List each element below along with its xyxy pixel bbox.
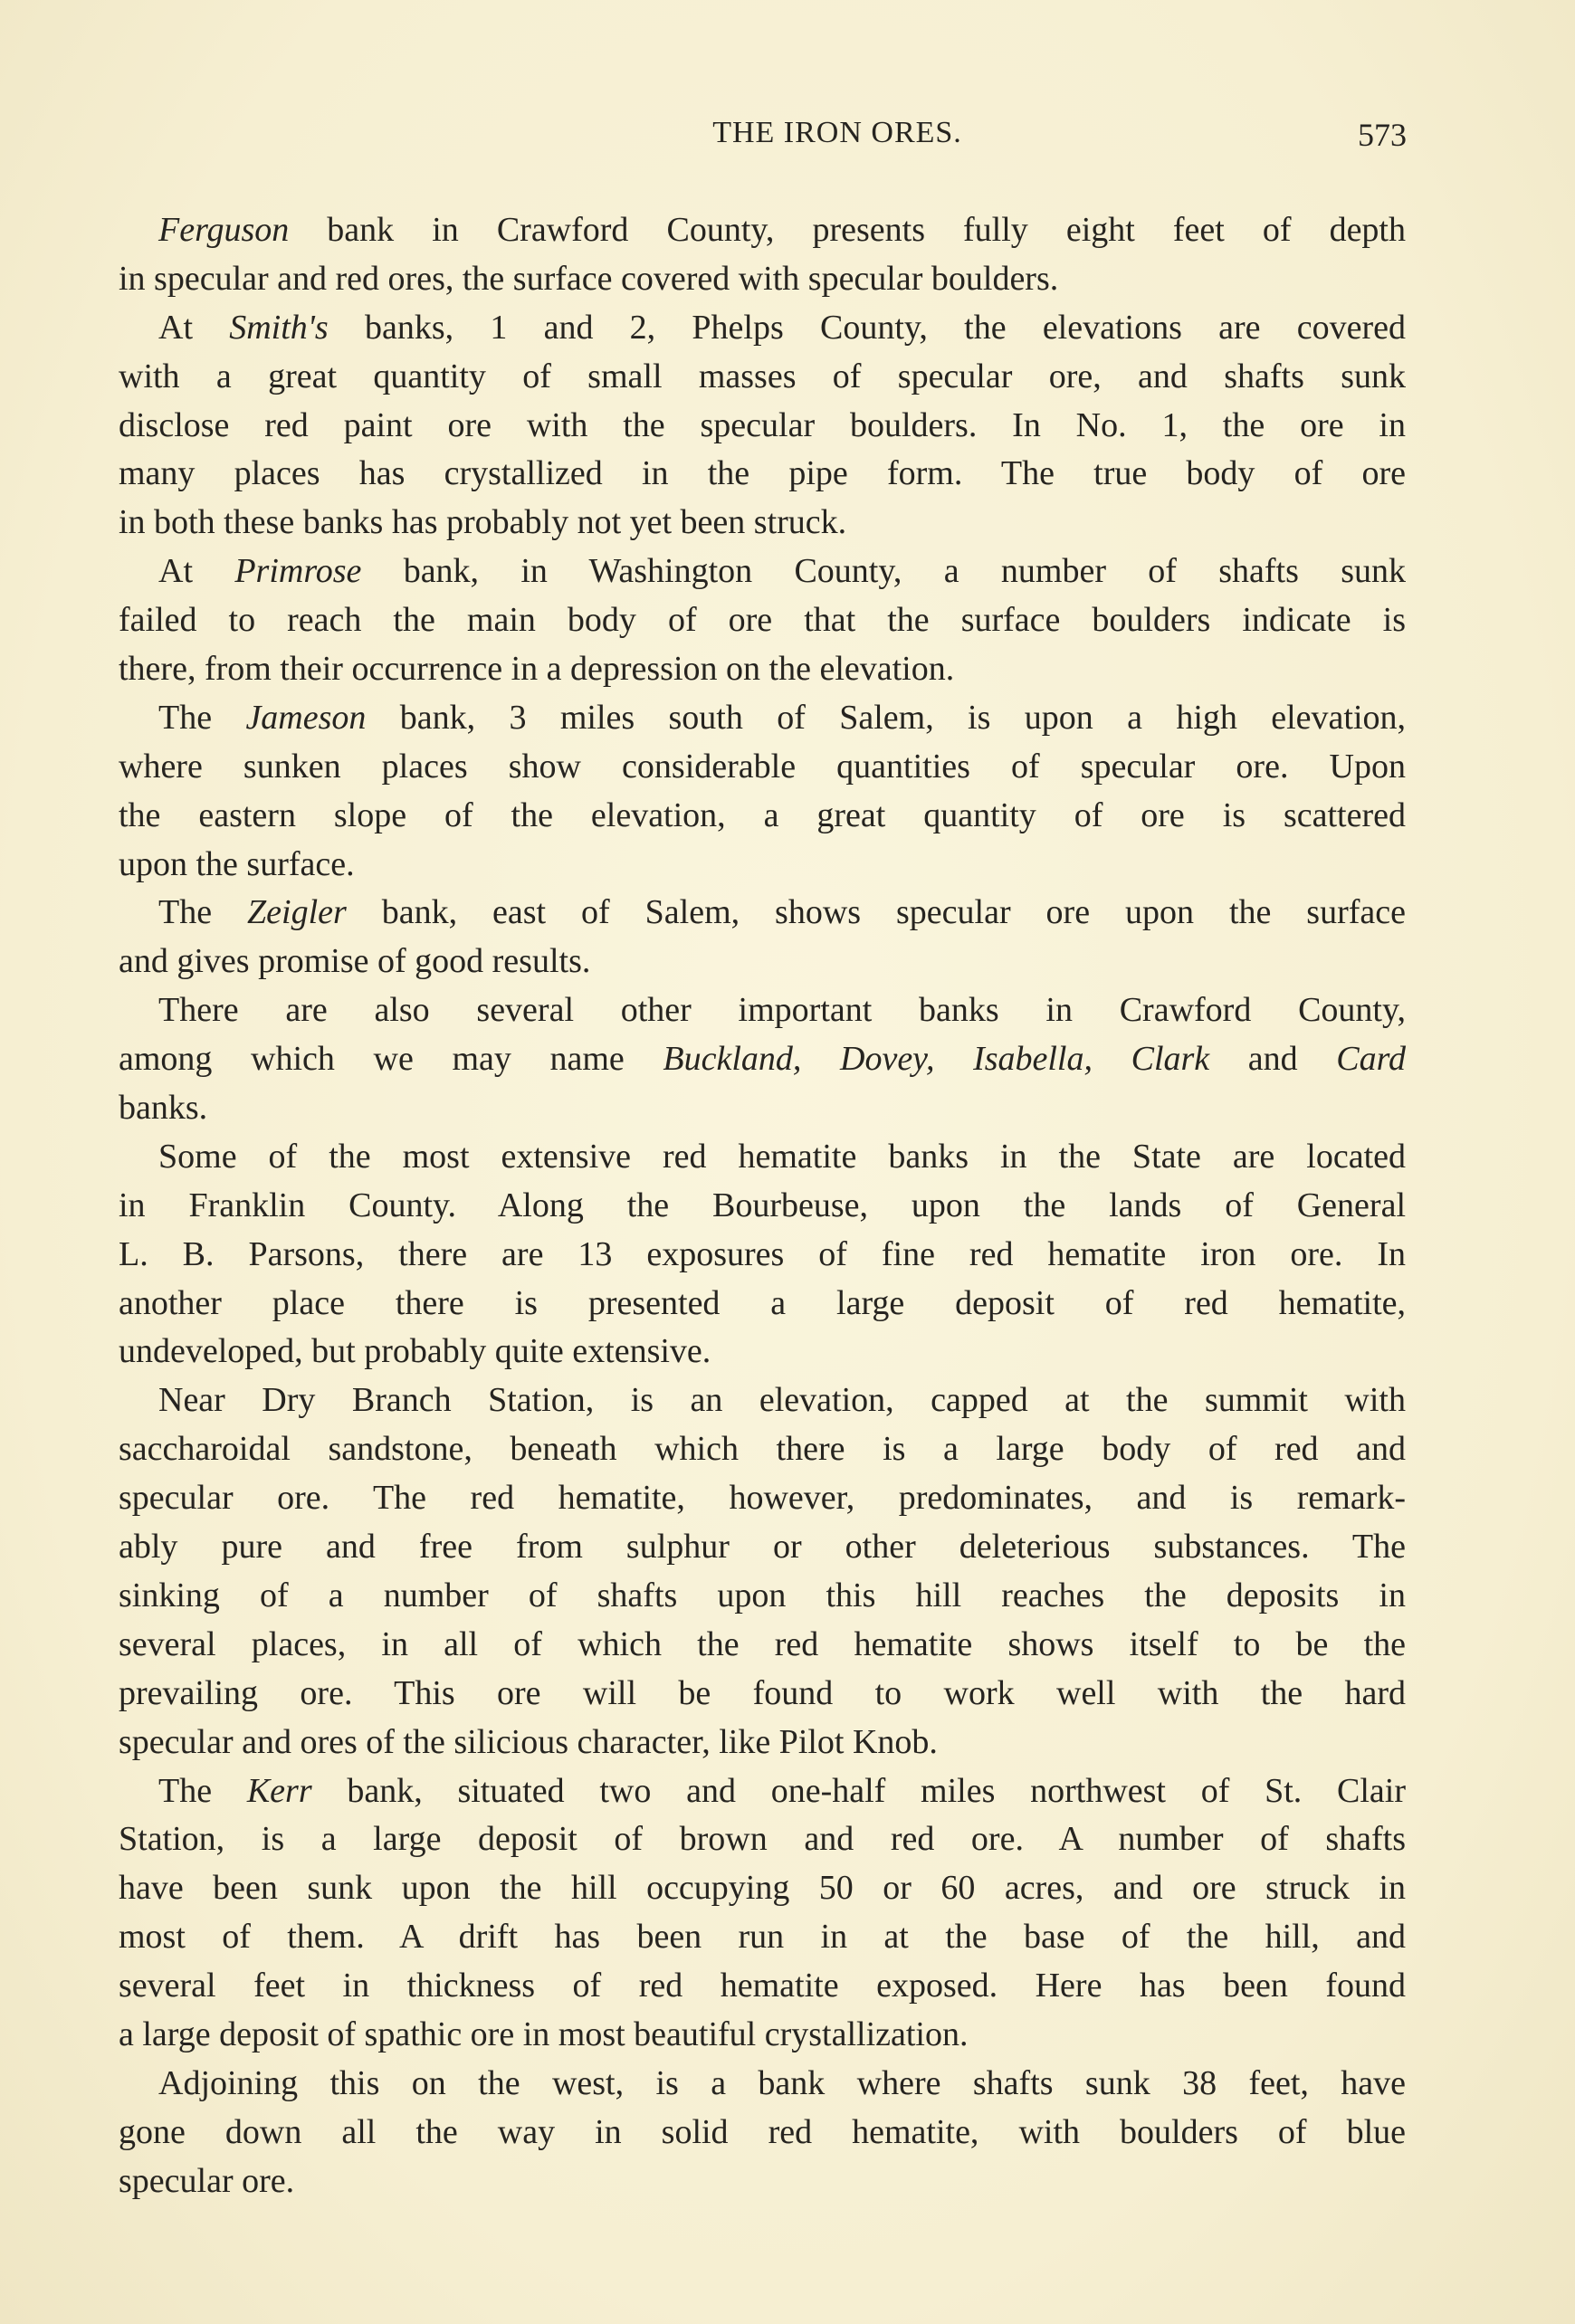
text-line	[119, 2060, 1406, 2109]
text-line	[119, 255, 1406, 304]
text-segment: banks, 1 and 2, Phelps County, the elevations are covered	[328, 308, 1406, 347]
text-line	[119, 1621, 1406, 1670]
text-line	[119, 1376, 1406, 1425]
body-text	[119, 206, 1406, 2206]
text-segment: many places has crystallized in the pipe form. The true body of ore	[119, 454, 1406, 493]
text-line	[119, 402, 1406, 451]
text-segment: disclose red paint ore with the specular boulders. In No. 1, the ore in	[119, 405, 1406, 444]
text-segment: bank, in Washington County, a number of shafts sunk	[361, 552, 1407, 591]
text-segment: another place there is presented a large deposit of red hematite,	[119, 1283, 1406, 1322]
text-segment: Near Dry Branch Station, is an elevation, capped at the summit with	[158, 1381, 1406, 1420]
text-segment: a large deposit of spathic ore in most beautiful crystallization.	[119, 2014, 969, 2053]
text-segment: At	[158, 552, 235, 591]
text-line	[119, 694, 1406, 743]
text-segment: where sunken places show considerable quantities of specular ore. Upon	[119, 747, 1406, 786]
text-segment: have been sunk upon the hill occupying 50 or 60 acres, and ore struck in	[119, 1869, 1406, 1908]
text-line	[119, 1474, 1406, 1523]
text-segment: upon the surface.	[119, 844, 355, 883]
text-line	[119, 1815, 1406, 1864]
running-head-title: THE IRON ORES.	[712, 116, 962, 149]
text-line	[119, 2109, 1406, 2157]
text-line	[119, 1084, 1406, 1133]
text-segment: failed to reach the main body of ore that the surface boulders indicate is	[119, 601, 1406, 640]
text-segment: Adjoining this on the west, is a bank where shafts sunk 38 feet, have	[158, 2063, 1406, 2102]
italic-text: Kerr	[246, 1771, 312, 1810]
text-segment: The	[158, 893, 248, 932]
text-line	[119, 1719, 1406, 1767]
text-segment: several feet in thickness of red hematite exposed. Here has been found	[119, 1967, 1406, 2005]
text-segment: several places, in all of which the red hematite shows itself to be the	[119, 1624, 1406, 1663]
text-line	[119, 596, 1406, 645]
text-segment: The	[158, 1771, 247, 1810]
text-line	[119, 1035, 1406, 1084]
italic-text: Smith's	[229, 308, 329, 347]
paragraph	[119, 206, 1406, 304]
text-segment: and gives promise of good results.	[119, 942, 591, 981]
text-segment: Station, is a large deposit of brown and red ore. A number of shafts	[119, 1820, 1406, 1859]
text-line	[119, 986, 1406, 1035]
text-segment: saccharoidal sandstone, beneath which there is a large body of red and	[119, 1430, 1406, 1469]
italic-text: Zeigler	[247, 893, 347, 932]
text-line	[119, 1523, 1406, 1572]
text-line	[119, 1231, 1406, 1280]
text-line	[119, 2157, 1406, 2206]
text-segment: banks.	[119, 1089, 208, 1128]
text-segment: bank, east of Salem, shows specular ore upon the surface	[346, 893, 1406, 932]
text-line	[119, 1425, 1406, 1474]
running-head	[0, 116, 1575, 161]
paragraph	[119, 1767, 1406, 2060]
text-segment: The	[158, 698, 246, 737]
text-segment: specular and ores of the silicious character, like Pilot Knob.	[119, 1722, 938, 1761]
italic-text: Primrose	[234, 552, 362, 591]
text-line	[119, 1133, 1406, 1182]
text-line	[119, 1182, 1406, 1231]
paragraph	[119, 548, 1406, 694]
text-line	[119, 938, 1406, 986]
text-segment: in Franklin County. Along the Bourbeuse, upon the lands of General	[119, 1186, 1406, 1224]
italic-text: Card	[1336, 1040, 1407, 1079]
text-segment: sinking of a number of shafts upon this hill reaches the deposits in	[119, 1576, 1406, 1614]
text-line	[119, 889, 1406, 938]
text-line	[119, 645, 1406, 694]
paragraph	[119, 889, 1406, 986]
text-line	[119, 2011, 1406, 2060]
paragraph	[119, 986, 1406, 1133]
text-segment: specular ore.	[119, 2161, 295, 2200]
text-segment: undeveloped, but probably quite extensive.	[119, 1332, 711, 1371]
text-segment: There are also several other important banks in Crawford County,	[158, 991, 1406, 1030]
text-segment: bank in Crawford County, presents fully eight feet of depth	[289, 211, 1406, 249]
text-segment: prevailing ore. This ore will be found to work well with the hard	[119, 1673, 1406, 1712]
paragraph	[119, 694, 1406, 890]
text-segment: in specular and red ores, the surface covered with specular boulders.	[119, 259, 1059, 298]
text-segment: At	[158, 308, 230, 347]
text-segment: Some of the most extensive red hematite banks in the State are located	[158, 1137, 1406, 1176]
text-segment: bank, situated two and one-half miles northwest of St. Clair	[311, 1771, 1406, 1810]
text-segment: and	[1209, 1040, 1337, 1079]
text-segment: specular ore. The red hematite, however, predominates, and is remark-	[119, 1479, 1406, 1518]
paragraph	[119, 2060, 1406, 2206]
text-line	[119, 792, 1406, 841]
text-line	[119, 1328, 1406, 1376]
text-segment: bank, 3 miles south of Salem, is upon a high elevation,	[366, 698, 1407, 737]
text-line	[119, 1572, 1406, 1621]
text-segment: the eastern slope of the elevation, a great quantity of ore is scattered	[119, 795, 1406, 834]
text-segment: most of them. A drift has been run in at the base of the hill, and	[119, 1918, 1406, 1957]
text-line	[119, 353, 1406, 402]
text-segment: with a great quantity of small masses of specular ore, and shafts sunk	[119, 357, 1406, 395]
text-line	[119, 450, 1406, 499]
text-line	[119, 1962, 1406, 2011]
italic-text: Buckland, Dovey, Isabella, Clark	[663, 1040, 1210, 1079]
text-line	[119, 841, 1406, 890]
text-line	[119, 1670, 1406, 1719]
paragraph	[119, 1133, 1406, 1376]
paragraph	[119, 304, 1406, 548]
text-line	[119, 206, 1406, 255]
text-line	[119, 499, 1406, 548]
text-line	[119, 743, 1406, 792]
text-segment: gone down all the way in solid red hematite, with boulders of blue	[119, 2112, 1406, 2151]
text-segment: L. B. Parsons, there are 13 exposures of fine red hematite iron ore. In	[119, 1234, 1406, 1273]
page-number: 573	[1358, 117, 1407, 153]
text-line	[119, 1864, 1406, 1913]
text-line	[119, 1913, 1406, 1962]
text-segment: among which we may name	[119, 1040, 663, 1079]
italic-text: Jameson	[245, 698, 367, 737]
text-line	[119, 548, 1406, 596]
italic-text: Ferguson	[158, 211, 290, 249]
text-segment: there, from their occurrence in a depression on the elevation.	[119, 650, 955, 689]
text-segment: ably pure and free from sulphur or other deleterious substances. The	[119, 1528, 1406, 1567]
text-segment: in both these banks has probably not yet been struck.	[119, 503, 847, 542]
paragraph	[119, 1376, 1406, 1767]
text-line	[119, 304, 1406, 353]
text-line	[119, 1280, 1406, 1329]
text-line	[119, 1767, 1406, 1816]
